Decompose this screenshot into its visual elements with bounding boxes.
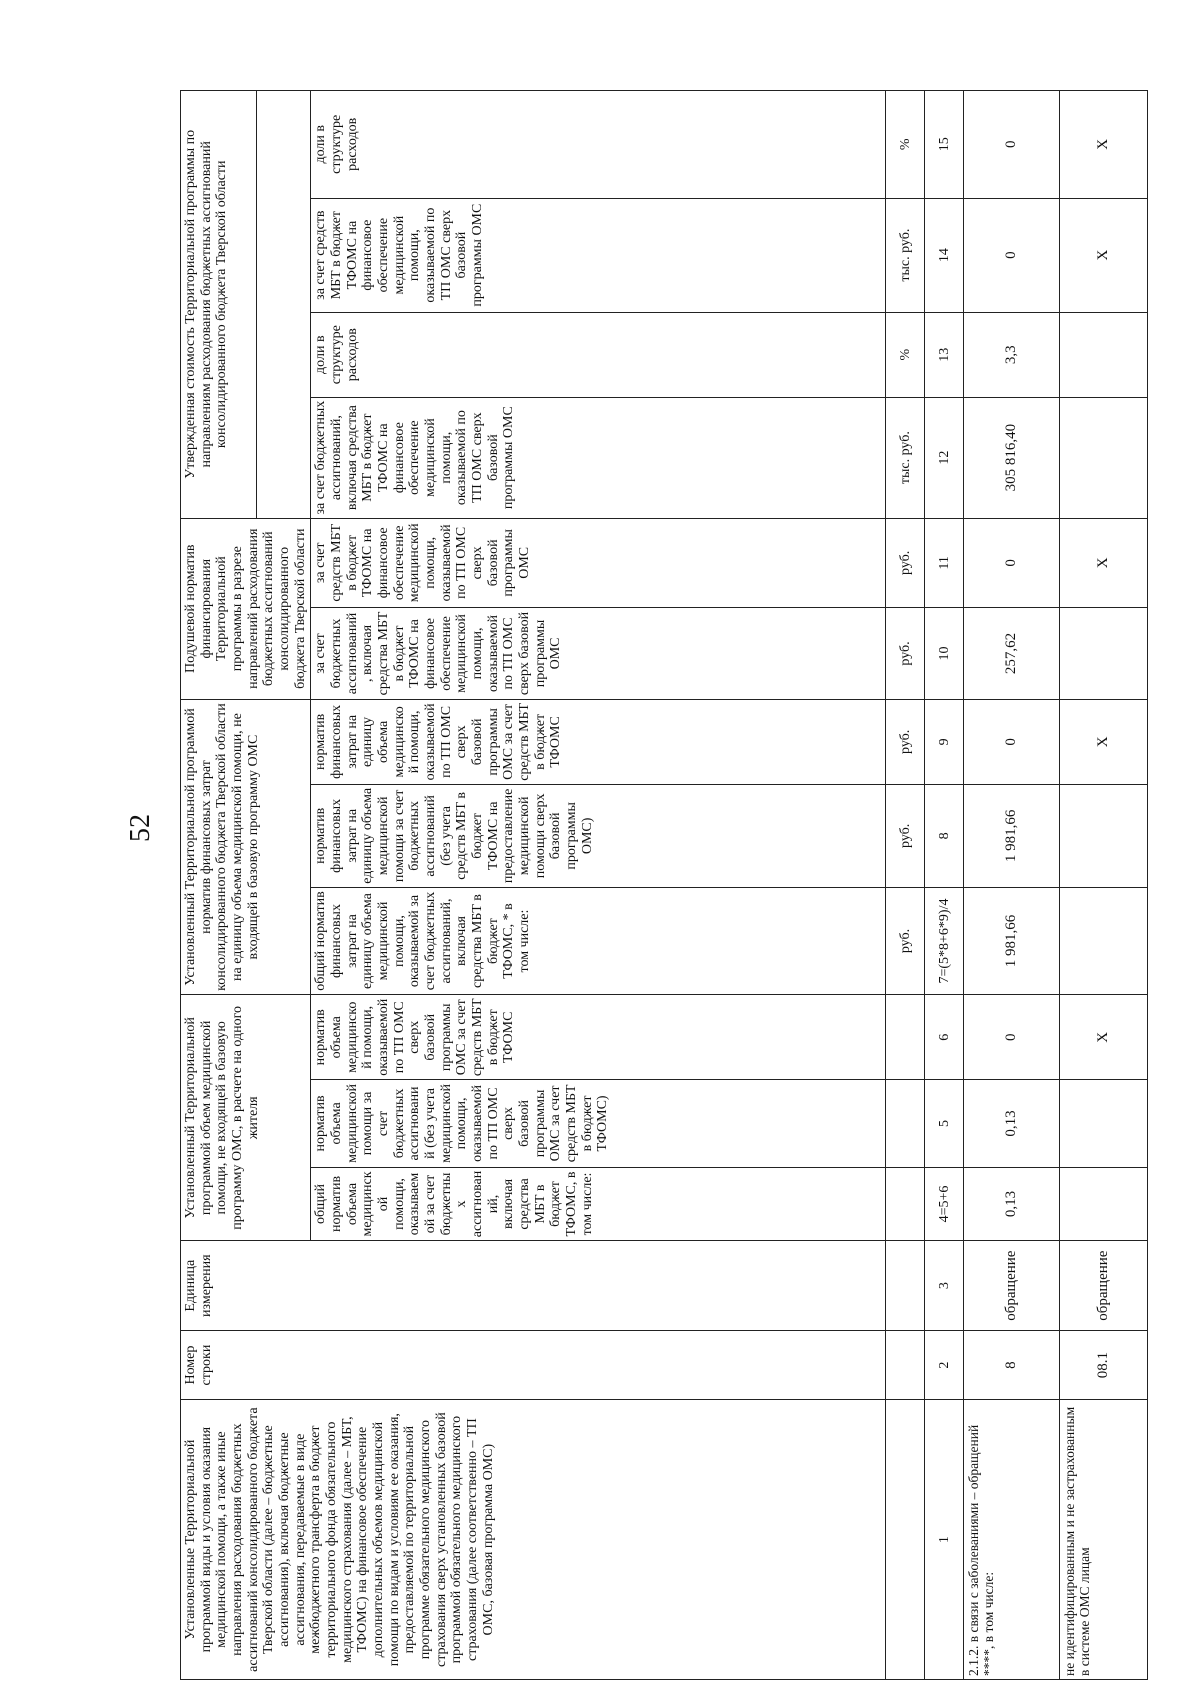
- number-cell: 9: [925, 699, 964, 784]
- cell-value: 0: [964, 198, 1060, 312]
- cell-value: [1060, 1167, 1148, 1241]
- number-cell: 5: [925, 1080, 964, 1167]
- header-c15: доли в структуре расходов: [311, 91, 886, 199]
- row-number: 08.1: [1060, 1330, 1148, 1399]
- header-c6: норматив объема медицинской помощи, оказываемой по ТП ОМС сверх базовой программы ОМС за счет средств МБТ в бюджет ТФОМС: [311, 995, 886, 1080]
- table-row: [1060, 91, 1148, 1680]
- unit-cell: тыс. руб.: [886, 397, 925, 518]
- header-c14: за счет средств МБТ в бюджет ТФОМС на финансовое обеспечение медицинской помощи, оказываемой по ТП ОМС сверх базовой программы ОМС: [311, 198, 886, 312]
- cell-value: 1 981,66: [964, 887, 1060, 994]
- cell-value: 0,13: [964, 1167, 1060, 1241]
- header-group-cost: Установленный Территориальной программой норматив финансовых затрат консолидированного бюджета Тверской области на единицу объема медицинской помощи, не входящей в базовую программу ОМС: [181, 699, 311, 994]
- number-cell: 8: [925, 784, 964, 887]
- header-c7: общий норматив финансовых затрат на единицу объема медицинской помощи, оказываемой за счет бюджетных ассигнований, включая средства МБТ в бюджет ТФОМС, * в том числе:: [311, 887, 886, 994]
- header-group-approved: Утвержденная стоимость Территориальной программы по направлениям расходования бюджетных ассигнований консолидированного бюджета Тверской области: [181, 91, 257, 519]
- numbering-row: [925, 91, 964, 1680]
- unit-cell: руб.: [886, 887, 925, 994]
- header-empty-cell: [256, 91, 311, 519]
- cell-value: 257,62: [964, 608, 1060, 700]
- cell-value: [1060, 312, 1148, 397]
- header-c8: норматив финансовых затрат на единицу объема медицинской помощи за счет бюджетных ассигнований (без учета средств МБТ в бюджет ТФОМС на предоставление медицинской помощи сверх базовой программы ОМС): [311, 784, 886, 887]
- cell-value: 0: [964, 699, 1060, 784]
- row-label: 2.1.2. в связи с заболеваниями – обращений ****, в том числе:: [964, 1400, 1060, 1680]
- unit-cell: руб.: [886, 699, 925, 784]
- row-label: не идентифицированным и не застрахованным в системе ОМС лицам: [1060, 1400, 1148, 1680]
- number-cell: 12: [925, 397, 964, 518]
- header-c12: за счет бюджетных ассигнований, включая средства МБТ в бюджет ТФОМС на финансовое обеспечение медицинской помощи, оказываемой по ТП ОМС сверх базовой программы ОМС: [311, 397, 886, 518]
- row-number: 8: [964, 1330, 1060, 1399]
- header-c5: норматив объема медицинской помощи за счет бюджетных ассигнований (без учета медицинской помощи, оказываемой по ТП ОМС сверх базовой программы ОМС за счет средств МБТ в бюджет ТФОМС): [311, 1080, 886, 1167]
- unit-cell: руб.: [886, 784, 925, 887]
- header-c11: за счет средств МБТ в бюджет ТФОМС на финансовое обеспечение медицинской помощи, оказываемой по ТП ОМС сверх базовой программы ОМС: [311, 518, 886, 608]
- cell-value: Х: [1060, 198, 1148, 312]
- unit-cell: [886, 1241, 925, 1331]
- number-cell: 7=(5*8+6*9)/4: [925, 887, 964, 994]
- unit-cell: [886, 1167, 925, 1241]
- unit-cell: %: [886, 91, 925, 199]
- header-c13: доли в структуре расходов: [311, 312, 886, 397]
- header-c9: норматив финансовых затрат на единицу объема медицинской помощи, оказываемой по ТП ОМС сверх базовой программы ОМС за счет средств МБТ в бюджет ТФОМС: [311, 699, 886, 784]
- header-group-percapita: Подушевой норматив финансирования Территориальной программы в разрезе направлений расходования бюджетных ассигнований консолидированного бюджета Тверской области: [181, 518, 311, 699]
- number-cell: 14: [925, 198, 964, 312]
- number-cell: 1: [925, 1400, 964, 1680]
- cell-value: 0: [964, 518, 1060, 608]
- cell-value: 305 816,40: [964, 397, 1060, 518]
- cell-value: [1060, 887, 1148, 994]
- unit-cell: [886, 1400, 925, 1680]
- number-cell: 15: [925, 91, 964, 199]
- cell-value: 3,3: [964, 312, 1060, 397]
- cell-value: 0: [964, 91, 1060, 199]
- unit-cell: [886, 1080, 925, 1167]
- program-cost-table: [180, 90, 1148, 1680]
- header-col2: Номер строки: [181, 1330, 886, 1399]
- number-cell: 3: [925, 1241, 964, 1331]
- number-cell: 10: [925, 608, 964, 700]
- cell-value: Х: [1060, 518, 1148, 608]
- cell-value: Х: [1060, 995, 1148, 1080]
- unit-cell: руб.: [886, 608, 925, 700]
- cell-value: [1060, 397, 1148, 518]
- row-unit: обращение: [1060, 1241, 1148, 1331]
- header-col3: Единица измерения: [181, 1241, 886, 1331]
- cell-value: Х: [1060, 699, 1148, 784]
- cell-value: 0: [964, 995, 1060, 1080]
- cell-value: [1060, 784, 1148, 887]
- unit-cell: [886, 1330, 925, 1399]
- units-row: [886, 91, 925, 1680]
- unit-cell: %: [886, 312, 925, 397]
- number-cell: 11: [925, 518, 964, 608]
- cell-value: 0,13: [964, 1080, 1060, 1167]
- cell-value: 1 981,66: [964, 784, 1060, 887]
- table-row: [964, 91, 1060, 1680]
- cell-value: Х: [1060, 91, 1148, 199]
- header-group-volume: Установленный Территориальной программой объем медицинской помощи, не входящей в базовую программу ОМС, в расчете на одного жителя: [181, 995, 311, 1241]
- header-c10: за счет бюджетных ассигнований, включая средства МБТ в бюджет ТФОМС на финансовое обеспечение медицинской помощи, оказываемой по ТП ОМС сверх базовой программы ОМС: [311, 608, 886, 700]
- unit-cell: тыс. руб.: [886, 198, 925, 312]
- number-cell: 2: [925, 1330, 964, 1399]
- header-col1: Установленные Территориальной программой виды и условия оказания медицинской помощи, а также иные направления расходования бюджетных ассигнований консолидированного бюджета Тверской области (далее – бюджетные ассигнования), включая бюджетные ассигнования, передаваемые в виде межбюджетного трансферта в бюджет территориального фонда обязательного медицинского страхования (далее – МБТ, ТФОМС) на финансовое обеспечение дополнительных объемов медицинской помощи по видам и условиям ее оказания, предоставляемой по территориальной программе обязательного медицинского страхования сверх установленных базовой программой обязательного медицинского страхования (далее соответственно – ТП ОМС, базовая программа ОМС): [181, 1400, 886, 1680]
- number-cell: 13: [925, 312, 964, 397]
- cell-value: [1060, 1080, 1148, 1167]
- unit-cell: [886, 995, 925, 1080]
- header-c4: общий норматив объема медицинской помощи, оказываемой за счет бюджетных ассигнований, включая средства МБТ в бюджет ТФОМС, в том числе:: [311, 1167, 886, 1241]
- number-cell: 4=5+6: [925, 1167, 964, 1241]
- row-unit: обращение: [964, 1241, 1060, 1331]
- cell-value: [1060, 608, 1148, 700]
- number-cell: 6: [925, 995, 964, 1080]
- document-table-rotated: [180, 90, 1112, 1680]
- unit-cell: руб.: [886, 518, 925, 608]
- page-number: 52: [125, 814, 156, 842]
